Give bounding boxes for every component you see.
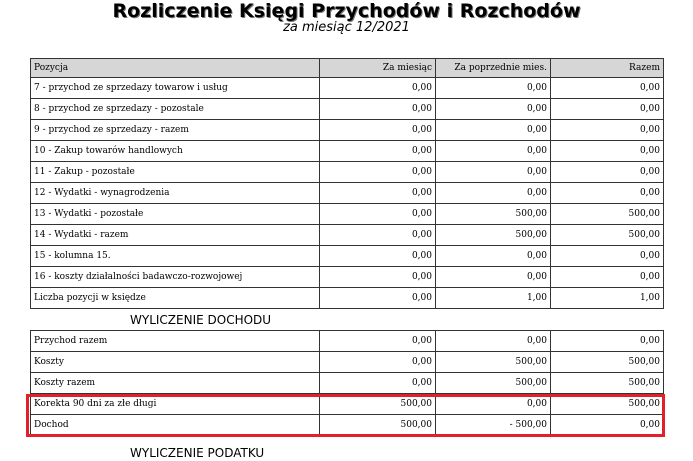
row-label: 15 - kolumna 15.	[31, 246, 320, 267]
ledger-summary-table	[30, 58, 664, 309]
row-previous-value: 1,00	[436, 288, 551, 309]
row-month-value: 500,00	[320, 415, 436, 436]
row-label: Koszty	[31, 352, 320, 373]
row-total-value: 0,00	[551, 267, 664, 288]
row-label: 7 - przychod ze sprzedazy towarow i usług	[31, 78, 320, 99]
row-label: 10 - Zakup towarów handlowych	[31, 141, 320, 162]
table-row	[31, 394, 664, 415]
row-previous-value: 0,00	[436, 267, 551, 288]
header-total: Razem	[551, 59, 664, 78]
row-total-value: 0,00	[551, 246, 664, 267]
row-label: 12 - Wydatki - wynagrodzenia	[31, 183, 320, 204]
row-month-value: 500,00	[320, 394, 436, 415]
row-label: 8 - przychod ze sprzedazy - pozostale	[31, 99, 320, 120]
row-month-value: 0,00	[320, 288, 436, 309]
row-label: Koszty razem	[31, 373, 320, 394]
row-previous-value: 500,00	[436, 204, 551, 225]
row-total-value: 0,00	[551, 162, 664, 183]
row-previous-value: 0,00	[436, 183, 551, 204]
table-row	[31, 331, 664, 352]
row-previous-value: 0,00	[436, 394, 551, 415]
row-month-value: 0,00	[320, 331, 436, 352]
row-previous-value: 0,00	[436, 162, 551, 183]
row-total-value: 0,00	[551, 331, 664, 352]
report-subtitle: za miesiąc 12/2021	[283, 20, 410, 35]
row-month-value: 0,00	[320, 78, 436, 99]
table-row	[31, 141, 664, 162]
row-total-value: 0,00	[551, 120, 664, 141]
row-previous-value: 0,00	[436, 78, 551, 99]
row-total-value: 0,00	[551, 78, 664, 99]
row-total-value: 0,00	[551, 415, 664, 436]
table-row	[31, 373, 664, 394]
row-month-value: 0,00	[320, 183, 436, 204]
row-previous-value: 500,00	[436, 373, 551, 394]
tax-calculation-heading: WYLICZENIE PODATKU	[130, 446, 265, 460]
table-header-row	[31, 59, 664, 78]
row-label: 13 - Wydatki - pozostałe	[31, 204, 320, 225]
table-row	[31, 162, 664, 183]
row-month-value: 0,00	[320, 373, 436, 394]
table-row	[31, 78, 664, 99]
income-calculation-table	[30, 330, 664, 436]
table-row	[31, 415, 664, 436]
row-label: 16 - koszty działalności badawczo-rozwojowej	[31, 267, 320, 288]
row-month-value: 0,00	[320, 267, 436, 288]
row-month-value: 0,00	[320, 204, 436, 225]
row-total-value: 0,00	[551, 141, 664, 162]
row-total-value: 0,00	[551, 99, 664, 120]
row-label: Korekta 90 dni za złe długi	[31, 394, 320, 415]
table-row	[31, 183, 664, 204]
row-month-value: 0,00	[320, 99, 436, 120]
table-row	[31, 99, 664, 120]
row-label: Przychod razem	[31, 331, 320, 352]
table-row	[31, 120, 664, 141]
row-month-value: 0,00	[320, 141, 436, 162]
table-row	[31, 225, 664, 246]
header-previous-months: Za poprzednie mies.	[436, 59, 551, 78]
row-label: Liczba pozycji w księdze	[31, 288, 320, 309]
row-month-value: 0,00	[320, 352, 436, 373]
table-row	[31, 267, 664, 288]
row-month-value: 0,00	[320, 120, 436, 141]
table-row	[31, 204, 664, 225]
report-title: Rozliczenie Księgi Przychodów i Rozchodów	[112, 0, 581, 22]
row-label: 9 - przychod ze sprzedazy - razem	[31, 120, 320, 141]
row-label: 14 - Wydatki - razem	[31, 225, 320, 246]
row-total-value: 500,00	[551, 225, 664, 246]
row-previous-value: 0,00	[436, 331, 551, 352]
row-previous-value: 500,00	[436, 225, 551, 246]
row-total-value: 500,00	[551, 204, 664, 225]
row-total-value: 1,00	[551, 288, 664, 309]
row-previous-value: 0,00	[436, 246, 551, 267]
row-month-value: 0,00	[320, 162, 436, 183]
table-row	[31, 288, 664, 309]
row-total-value: 500,00	[551, 373, 664, 394]
row-previous-value: 0,00	[436, 99, 551, 120]
row-total-value: 500,00	[551, 352, 664, 373]
row-total-value: 500,00	[551, 394, 664, 415]
header-position: Pozycja	[31, 59, 320, 78]
header-month: Za miesiąc	[320, 59, 436, 78]
income-calculation-heading: WYLICZENIE DOCHODU	[130, 313, 272, 327]
row-label: 11 - Zakup - pozostałe	[31, 162, 320, 183]
row-previous-value: - 500,00	[436, 415, 551, 436]
row-previous-value: 0,00	[436, 120, 551, 141]
row-label: Dochod	[31, 415, 320, 436]
table-row	[31, 246, 664, 267]
row-total-value: 0,00	[551, 183, 664, 204]
row-previous-value: 0,00	[436, 141, 551, 162]
row-month-value: 0,00	[320, 246, 436, 267]
table-row	[31, 352, 664, 373]
row-previous-value: 500,00	[436, 352, 551, 373]
row-month-value: 0,00	[320, 225, 436, 246]
